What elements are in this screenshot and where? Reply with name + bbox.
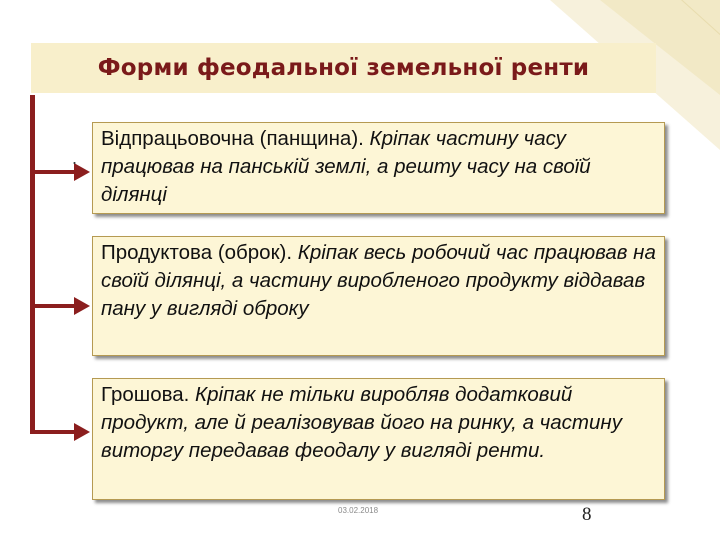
bullet-mark: .: [72, 148, 78, 168]
connector-branch-1: [30, 170, 74, 174]
rent-description: Кріпак частину часу працював на панській землі, а решту часу на своїй ділянці: [101, 127, 591, 206]
title-banner: [31, 43, 656, 93]
rent-term: Грошова.: [101, 383, 190, 406]
page-number: 8: [582, 504, 592, 525]
slide-date: 03.02.2018: [338, 506, 379, 515]
rent-box-product: [92, 236, 665, 356]
arrow-right-icon: [74, 423, 90, 441]
connector-vertical-line: [30, 95, 35, 433]
rent-description: Кріпак весь робочий час працював на своїй ділянці, а частину виробленого продукту віддавав пану у вигляді оброку: [101, 241, 656, 320]
slide-title: Форми феодальної земельної ренти: [97, 55, 590, 81]
connector-branch-3: [30, 430, 74, 434]
rent-term: Продуктова (оброк).: [101, 241, 293, 264]
connector-branch-2: [30, 304, 74, 308]
arrow-right-icon: [74, 297, 90, 315]
rent-description: Кріпак не тільки виробляв додатковий продукт, але й реалізовував його на ринку, а частину виторгу передавав феодалу у вигляді ренти.: [101, 383, 622, 462]
rent-box-labor: [92, 122, 665, 214]
rent-box-money: [92, 378, 665, 500]
rent-term: Відпрацьовочна (панщина).: [101, 127, 364, 150]
